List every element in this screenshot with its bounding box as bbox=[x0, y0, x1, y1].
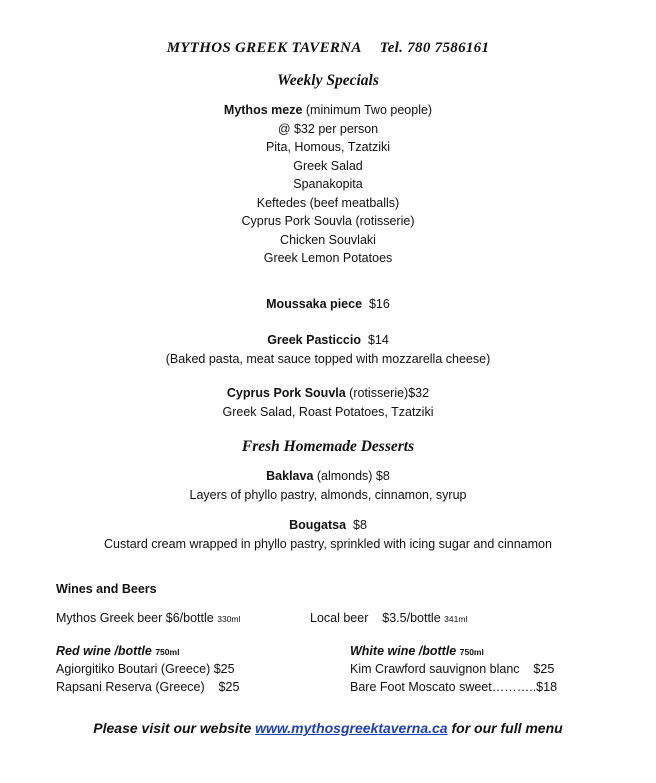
beer-local bbox=[310, 609, 467, 628]
pasticcio-name: Greek Pasticcio bbox=[267, 333, 361, 347]
meze-item: Greek Salad bbox=[293, 158, 363, 173]
souvla-line bbox=[0, 384, 656, 403]
meze-item: Spanakopita bbox=[293, 177, 363, 191]
baklava-line bbox=[0, 467, 656, 486]
beer-greek bbox=[56, 609, 240, 628]
moussaka-name: Moussaka piece bbox=[266, 297, 363, 311]
souvla-suffix: (rotisserie)$32 bbox=[345, 386, 430, 400]
meze-name: Mythos meze bbox=[223, 103, 303, 117]
bougatsa-price: $8 bbox=[353, 518, 367, 532]
phone-number: Tel. 780 7586161 bbox=[379, 40, 490, 56]
drinks-heading: Wines and Beers bbox=[56, 582, 157, 596]
souvla-description: Greek Salad, Roast Potatoes, Tzatziki bbox=[222, 404, 434, 419]
bougatsa-name: Bougatsa bbox=[289, 518, 347, 532]
menu-header bbox=[0, 40, 656, 57]
baklava-suffix: (almonds) $8 bbox=[313, 469, 390, 483]
baklava-description: Layers of phyllo pastry, almonds, cinnamon, syrup bbox=[189, 487, 467, 502]
beer-local-size: 341ml bbox=[444, 614, 468, 624]
red-wine-heading bbox=[56, 642, 179, 661]
beer-local-text: Local beer $3.5/bottle bbox=[310, 611, 441, 625]
bougatsa-line bbox=[0, 516, 656, 535]
footer-suffix: for our full menu bbox=[447, 720, 563, 736]
pasticcio-description: (Baked pasta, meat sauce topped with mozzarella cheese) bbox=[165, 351, 491, 366]
pasticcio-line bbox=[0, 331, 656, 350]
white-wine-item: Bare Foot Moscato sweet………..$18 bbox=[350, 680, 558, 694]
restaurant-name: MYTHOS GREEK TAVERNA bbox=[166, 40, 362, 56]
white-wine-item: Kim Crawford sauvignon blanc $25 bbox=[350, 662, 555, 676]
desserts-heading: Fresh Homemade Desserts bbox=[241, 438, 415, 455]
white-wine-size: 750ml bbox=[459, 647, 484, 657]
meze-item: Greek Lemon Potatoes bbox=[263, 251, 393, 265]
meze-item: Keftedes (beef meatballs) bbox=[256, 195, 400, 210]
beer-greek-text: Mythos Greek beer $6/bottle bbox=[56, 611, 214, 625]
footer-prefix: Please visit our website bbox=[93, 720, 256, 736]
pasticcio-price: $14 bbox=[367, 333, 389, 347]
red-wine-size: 750ml bbox=[155, 647, 180, 657]
weekly-specials-heading: Weekly Specials bbox=[277, 72, 379, 89]
white-wine-heading bbox=[350, 642, 484, 661]
meze-note: (minimum Two people) bbox=[302, 103, 433, 117]
moussaka-price: $16 bbox=[368, 297, 390, 311]
website-link[interactable]: www.mythosgreektaverna.ca bbox=[255, 720, 448, 736]
bougatsa-description: Custard cream wrapped in phyllo pastry, sprinkled with icing sugar and cinnamon bbox=[104, 536, 552, 551]
baklava-name: Baklava bbox=[266, 469, 314, 483]
meze-item: Pita, Homous, Tzatziki bbox=[265, 140, 391, 154]
meze-price: @ $32 per person bbox=[277, 121, 379, 136]
beer-greek-size: 330ml bbox=[217, 614, 241, 624]
red-wine-label: Red wine /bottle bbox=[56, 644, 152, 658]
meze-item: Cyprus Pork Souvla (rotisserie) bbox=[241, 214, 415, 228]
red-wine-item: Agiorgitiko Boutari (Greece) $25 bbox=[56, 662, 235, 676]
white-wine-label: White wine /bottle bbox=[350, 644, 457, 658]
red-wine-item: Rapsani Reserva (Greece) $25 bbox=[56, 680, 240, 694]
footer-line bbox=[0, 720, 656, 736]
meze-title bbox=[0, 101, 656, 120]
moussaka-line bbox=[0, 295, 656, 314]
meze-item: Chicken Souvlaki bbox=[280, 232, 376, 247]
souvla-name: Cyprus Pork Souvla bbox=[226, 386, 346, 400]
